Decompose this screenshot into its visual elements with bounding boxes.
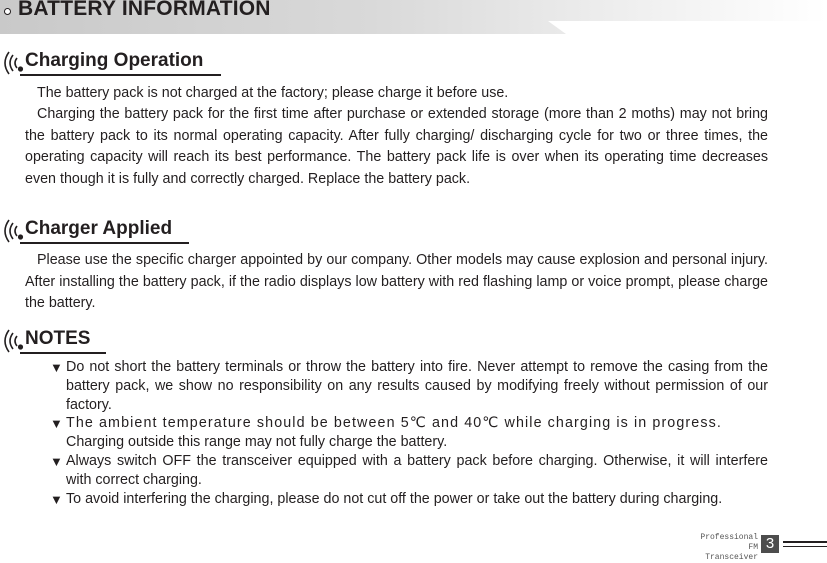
note-text: To avoid interfering the charging, please do not cut off the power or take out the battery during charging. (66, 491, 723, 507)
section-underline (20, 74, 221, 76)
section-title: Charger Applied (25, 218, 173, 239)
section-heading-charger (0, 218, 200, 244)
triangle-bullet-icon: ▼ (50, 416, 64, 431)
section-underline (20, 242, 189, 244)
note-text: Always switch OFF the transceiver equipped with a battery pack before charging. Otherwise, it will interfere with correct charging. (66, 453, 768, 488)
section-heading-notes (0, 328, 120, 354)
triangle-bullet-icon: ▼ (50, 360, 63, 375)
note-text: Charging outside this range may not fully charge the battery. (66, 434, 448, 450)
triangle-bullet-icon: ▼ (50, 454, 63, 469)
note-text: The ambient temperature should be between 5℃ and 40℃ while charging is in progress. (66, 415, 722, 431)
footer-brand (700, 533, 758, 563)
footer-line: FM Transceiver (705, 543, 758, 562)
section-underline (20, 352, 106, 354)
header-bar (0, 0, 827, 34)
paragraph: Charging the battery pack for the first time after purchase or extended storage (more than 2 moths) may not bring the battery pack to its normal operating capacity. After fully charging/ discharging cycle for two or three times, the operating capacity will reach its best performance. The battery pack life is over when its operating time decreases even though it is fully and correctly charged. Replace the battery pack. (25, 106, 768, 187)
note-text: Do not short the battery terminals or throw the battery into fire. Never attempt to remove the casing from the battery pack, we show no responsibility on any results caused by modifying freely without permission of our factory. (66, 359, 768, 413)
page-number: 3 (761, 535, 779, 553)
note-item (50, 452, 768, 490)
triangle-bullet-icon: ▼ (50, 492, 63, 507)
footer-rule (783, 541, 827, 549)
page-title: BATTERY INFORMATION (18, 0, 271, 20)
paragraph: Please use the specific charger appointed by our company. Other models may cause explosion and personal injury. After installing the battery pack, if the radio displays low battery with red flashing lamp or voice prompt, please charge the battery. (25, 252, 768, 311)
note-item (50, 490, 768, 509)
signal-waves-icon (2, 50, 26, 76)
section-title: Charging Operation (25, 50, 204, 71)
signal-waves-icon (2, 328, 26, 354)
header-notch (548, 21, 827, 34)
note-item (50, 414, 768, 452)
signal-waves-icon (2, 218, 26, 244)
section-title: NOTES (25, 328, 91, 349)
note-item (50, 358, 768, 415)
section-heading-charging (0, 50, 230, 76)
circle-bullet-icon (4, 8, 11, 15)
footer-line: Professional (700, 533, 758, 542)
paragraph: The battery pack is not charged at the factory; please charge it before use. (37, 85, 509, 101)
